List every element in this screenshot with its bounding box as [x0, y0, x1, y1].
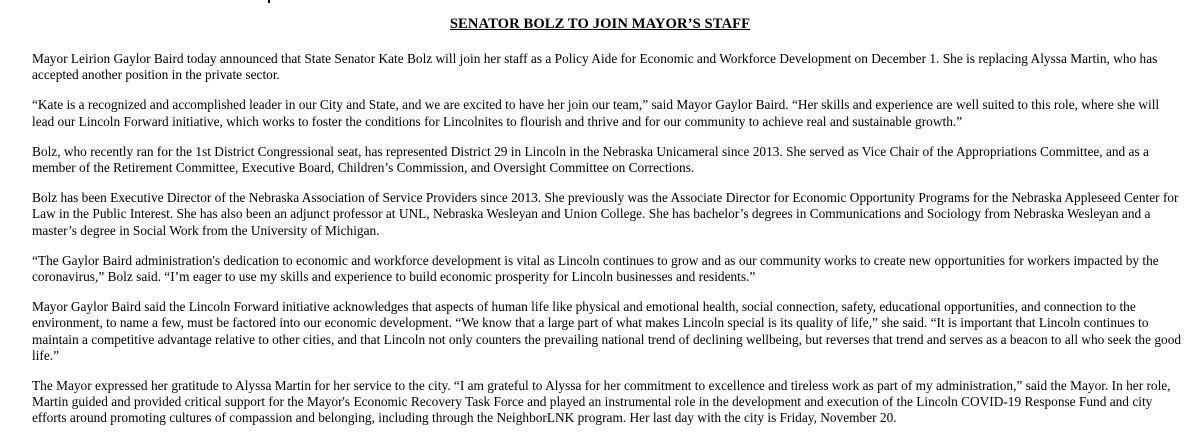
paragraph-lincoln-forward: Mayor Gaylor Baird said the Lincoln Forward initiative acknowledges that aspects of human life like physical and emotional health, social connection, safety, educational opportunities, and connection to the environment, to name a few, must be factored into our economic development. “We know that a large part of what makes Lincoln special is its quality of life,” she said. “It is important that Lincoln continues to maintain a competitive advantage relative to other cities, and that Lincoln not only counters the prevailing national trend of declining wellbeing, but reverses that trend and serves as a beacon to all who seek the good life.” [32, 299, 1182, 363]
paragraph-bolz-career: Bolz has been Executive Director of the Nebraska Association of Service Providers since 2013. She previously was the Associate Director for Economic Opportunity Programs for the Nebraska Appleseed Center for Law in the Public Interest. She has also been an adjunct professor at UNL, Nebraska Wesleyan and Union College. She has bachelor’s degrees in Communications and Sociology from Nebraska Wesleyan and a master’s degree in Social Work from the University of Michigan. [32, 190, 1179, 238]
paragraph-gratitude: The Mayor expressed her gratitude to Alyssa Martin for her service to the city. “I am grateful to Alyssa for her commitment to excellence and tireless work as part of my administration,” said the Mayor. In her role, Martin guided and provided critical support for the Mayor's Economic Recovery Task Force and played an instrumental role in the development and execution of the Lincoln COVID-19 Response Fund and city efforts around promoting cultures of compassion and belonging, including through the NeighborLNK program. Her last day with the city is Friday, November 20. [32, 378, 1171, 426]
paragraph-mayor-quote: “Kate is a recognized and accomplished leader in our City and State, and we are excited to have her join our team,” said Mayor Gaylor Baird. “Her skills and experience are well suited to this role, where she will lead our Lincoln Forward initiative, which works to foster the conditions for Lincolnites to flourish and thrive and for our community to achieve real and sustainable growth.” [32, 97, 1160, 129]
document-body [32, 51, 1182, 441]
page-title: SENATOR BOLZ TO JOIN MAYOR’S STAFF [449, 16, 751, 32]
paragraph-bolz-quote: “The Gaylor Baird administration's dedication to economic and workforce development is vital as Lincoln continues to grow and as our community works to create new opportunities for workers impacted by the coronavirus,” Bolz said. “I’m eager to use my skills and experience to build economic prosperity for Lincoln businesses and residents.” [32, 252, 1159, 285]
top-edge-mark [268, 0, 270, 3]
paragraph-bolz-background: Bolz, who recently ran for the 1st District Congressional seat, has represented District 29 in Lincoln in the Nebraska Unicameral since 2013. She served as Vice Chair of the Appropriations Committee, and as a member of the Retirement Committee, Executive Board, Children’s Commission, and Oversight Committee on Corrections. [32, 143, 1149, 176]
paragraph-announcement: Mayor Leirion Gaylor Baird today announced that State Senator Kate Bolz will join her staff as a Policy Aide for Economic and Workforce Development on December 1. She is replacing Alyssa Martin, who has accepted another position in the private sector. [32, 51, 1158, 83]
